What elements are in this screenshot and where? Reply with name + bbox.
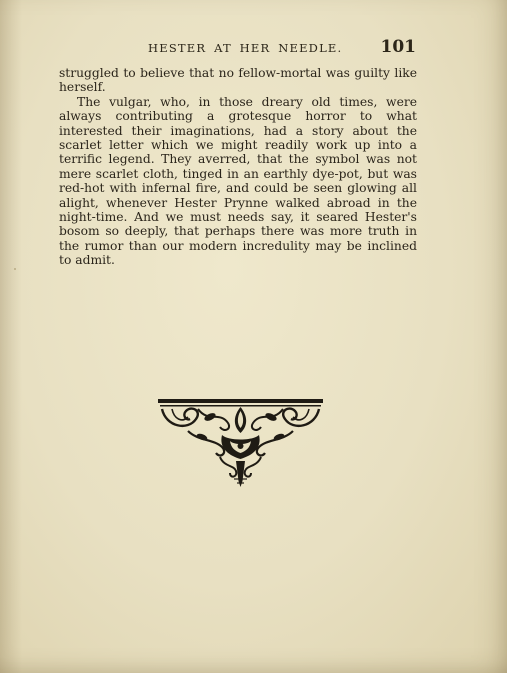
spine-shadow	[0, 0, 22, 673]
paragraph-continuation: struggled to believe that no fellow-mortal was guilty like herself.	[59, 66, 417, 95]
page-header	[58, 37, 416, 59]
running-head: HESTER AT HER NEEDLE.	[148, 41, 343, 55]
paragraph-scarlet-letter-legend: The vulgar, who, in those dreary old times, were always contributing a grotesque horror to what interested their imaginations, had a story about the scarlet letter which we might readily work up into a terrific legend. They averred, that the symbol was not mere scarlet cloth, tinged in an earthly dye-pot, but was red-hot with infernal fire, and could be seen glowing all alight, whenever Hester Prynne walked abroad in the night-time. And we must needs say, it seared Hester's bosom so deeply, that perhaps there was more truth in the rumor than our modern incredulity may be inclined to admit.	[59, 94, 417, 268]
body-text	[59, 66, 417, 268]
page-number: 101	[380, 37, 416, 57]
paper-speck	[14, 268, 16, 270]
floral-tailpiece-ornament-icon	[158, 397, 323, 489]
